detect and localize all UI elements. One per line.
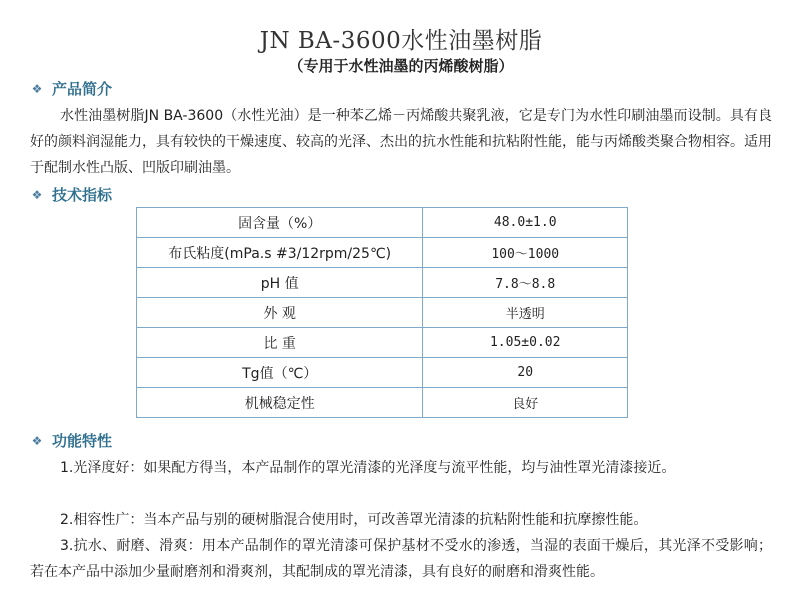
spec-value: 48.0±1.0 [423, 208, 628, 238]
table-row [137, 328, 628, 358]
spec-value: 良好 [423, 388, 628, 418]
section-heading-label: 功能特性 [52, 432, 113, 450]
section-heading-features [30, 430, 112, 451]
spec-name: pH 值 [137, 268, 423, 298]
spec-value: 半透明 [423, 298, 628, 328]
table-row [137, 358, 628, 388]
section-heading-intro [30, 78, 112, 99]
spec-name: 固含量（%） [137, 208, 423, 238]
feature-item: 3.抗水、耐磨、滑爽：用本产品制作的罩光清漆可保护基材不受水的渗透，当湿的表面干燥后，其光泽不受影响；若在本产品中添加少量耐磨剂和滑爽剂，其配制成的罩光清漆，具有良好的耐磨和滑爽性能。 [30, 538, 772, 580]
spec-value: 100～1000 [423, 238, 628, 268]
spec-value: 20 [423, 358, 628, 388]
table-row [137, 238, 628, 268]
section-heading-label: 产品简介 [52, 80, 113, 98]
spec-table [136, 207, 628, 418]
feature-item: 1.光泽度好：如果配方得当，本产品制作的罩光清漆的光泽度与流平性能，均与油性罩光清漆接近。 [60, 460, 676, 476]
diamond-bullet-icon: ❖ [31, 433, 43, 448]
spec-name: 机械稳定性 [137, 388, 423, 418]
spec-name: 外 观 [137, 298, 423, 328]
section-heading-specs [30, 184, 112, 205]
spec-value: 7.8～8.8 [423, 268, 628, 298]
intro-paragraph: 水性油墨树脂JN BA-3600（水性光油）是一种苯乙烯－丙烯酸共聚乳液，它是专门为水性印刷油墨而设制。具有良好的颜料润湿能力，具有较快的干燥速度、较高的光泽、杰出的抗水性能和抗粘附性能，能与丙烯酸类聚合物相容。适用于配制水性凸版、凹版印刷油墨。 [30, 108, 772, 176]
spec-name: Tg值（℃） [137, 358, 423, 388]
section-heading-label: 技术指标 [52, 186, 113, 204]
diamond-bullet-icon: ❖ [31, 187, 43, 202]
table-row [137, 268, 628, 298]
table-row [137, 388, 628, 418]
table-row [137, 298, 628, 328]
table-row [137, 208, 628, 238]
page-subtitle: （专用于水性油墨的丙烯酸树脂） [288, 57, 514, 75]
spec-name: 布氏粘度(mPa.s #3/12rpm/25℃) [137, 238, 423, 268]
spec-name: 比 重 [137, 328, 423, 358]
page-title: JN BA-3600水性油墨树脂 [259, 28, 543, 54]
spec-value: 1.05±0.02 [423, 328, 628, 358]
diamond-bullet-icon: ❖ [31, 81, 43, 96]
feature-item: 2.相容性广：当本产品与别的硬树脂混合使用时，可改善罩光清漆的抗粘附性能和抗摩擦性能。 [60, 512, 648, 528]
